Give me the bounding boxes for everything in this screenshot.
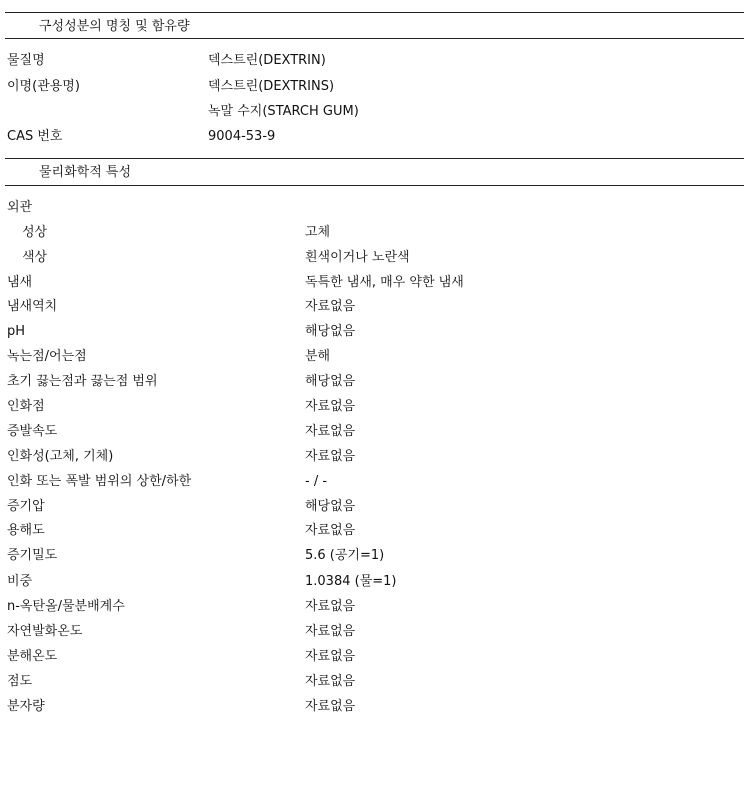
section2-top-rule [5, 158, 744, 159]
property-value: 자료없음 [305, 449, 356, 464]
property-label: 인화성(고체, 기체) [7, 449, 114, 464]
property-row-specific-gravity [0, 573, 745, 591]
property-label: 자연발화온도 [7, 624, 83, 639]
property-value: 자료없음 [305, 674, 356, 689]
section2-bottom-rule [5, 185, 744, 186]
property-row-solubility [0, 522, 745, 540]
property-row-flash-point [0, 398, 745, 416]
property-label: 성상 [22, 225, 48, 240]
info-label: 이명(관용명) [7, 79, 80, 94]
info-label: 물질명 [7, 53, 45, 68]
property-value: 독특한 냄새, 매우 약한 냄새 [305, 275, 464, 290]
property-row-appearance [0, 199, 745, 217]
section1-top-rule [5, 12, 744, 13]
property-row-flammability [0, 448, 745, 466]
property-value: 자료없음 [305, 599, 356, 614]
property-value: 자료없음 [305, 399, 356, 414]
info-row-synonym [0, 78, 745, 96]
property-label: 증기밀도 [7, 548, 58, 563]
property-label: n-옥탄올/물분배계수 [7, 599, 125, 614]
property-value: - / - [305, 474, 328, 489]
property-label: 녹는점/어는점 [7, 349, 87, 364]
property-label: 인화 또는 폭발 범위의 상한/하한 [7, 474, 192, 489]
property-row-autoignition-temperature [0, 623, 745, 641]
property-row-vapor-pressure [0, 498, 745, 516]
property-row-odor [0, 274, 745, 292]
property-label: 냄새역치 [7, 299, 58, 314]
property-label: 외관 [7, 200, 33, 215]
property-value: 흰색이거나 노란색 [305, 250, 410, 265]
info-value: 덱스트린(DEXTRINS) [208, 79, 335, 94]
property-value: 1.0384 (물=1) [305, 574, 397, 589]
info-row-substance-name [0, 52, 745, 70]
info-label: CAS 번호 [7, 129, 63, 144]
property-row-boiling-point [0, 373, 745, 391]
property-label: 분자량 [7, 699, 45, 714]
property-row-vapor-density [0, 547, 745, 565]
property-label: 색상 [22, 250, 48, 265]
property-row-partition-coefficient [0, 598, 745, 616]
property-value: 자료없음 [305, 649, 356, 664]
property-label: 인화점 [7, 399, 45, 414]
info-value: 녹말 수지(STARCH GUM) [208, 104, 359, 119]
property-value: 자료없음 [305, 299, 356, 314]
info-row-cas-number [0, 128, 745, 146]
property-label: pH [7, 324, 26, 339]
property-row-melting-point [0, 348, 745, 366]
property-label: 냄새 [7, 275, 33, 290]
property-value: 5.6 (공기=1) [305, 548, 385, 563]
property-row-explosion-limits [0, 473, 745, 491]
property-value: 분해 [305, 349, 331, 364]
property-row-ph [0, 323, 745, 341]
property-label: 초기 끓는점과 끓는점 범위 [7, 374, 158, 389]
property-value: 자료없음 [305, 699, 356, 714]
property-label: 증발속도 [7, 424, 58, 439]
property-value: 고체 [305, 225, 331, 240]
property-row-color [0, 249, 745, 267]
property-label: 분해온도 [7, 649, 58, 664]
property-value: 해당없음 [305, 374, 356, 389]
property-row-viscosity [0, 673, 745, 691]
property-row-decomposition-temperature [0, 648, 745, 666]
property-row-evaporation-rate [0, 423, 745, 441]
property-row-molecular-weight [0, 698, 745, 716]
info-value: 덱스트린(DEXTRIN) [208, 53, 326, 68]
property-label: 비중 [7, 574, 33, 589]
property-value: 자료없음 [305, 424, 356, 439]
section1-title: 구성성분의 명칭 및 함유량 [39, 19, 190, 34]
property-row-odor-threshold [0, 298, 745, 316]
section2-title: 물리화학적 특성 [39, 165, 132, 180]
property-row-state [0, 224, 745, 242]
info-row-synonym-2 [0, 103, 745, 121]
property-value: 자료없음 [305, 624, 356, 639]
info-value: 9004-53-9 [208, 129, 276, 144]
section1-bottom-rule [5, 38, 744, 39]
property-label: 용해도 [7, 523, 45, 538]
property-label: 증기압 [7, 499, 45, 514]
property-label: 점도 [7, 674, 33, 689]
property-value: 자료없음 [305, 523, 356, 538]
property-value: 해당없음 [305, 499, 356, 514]
property-value: 해당없음 [305, 324, 356, 339]
